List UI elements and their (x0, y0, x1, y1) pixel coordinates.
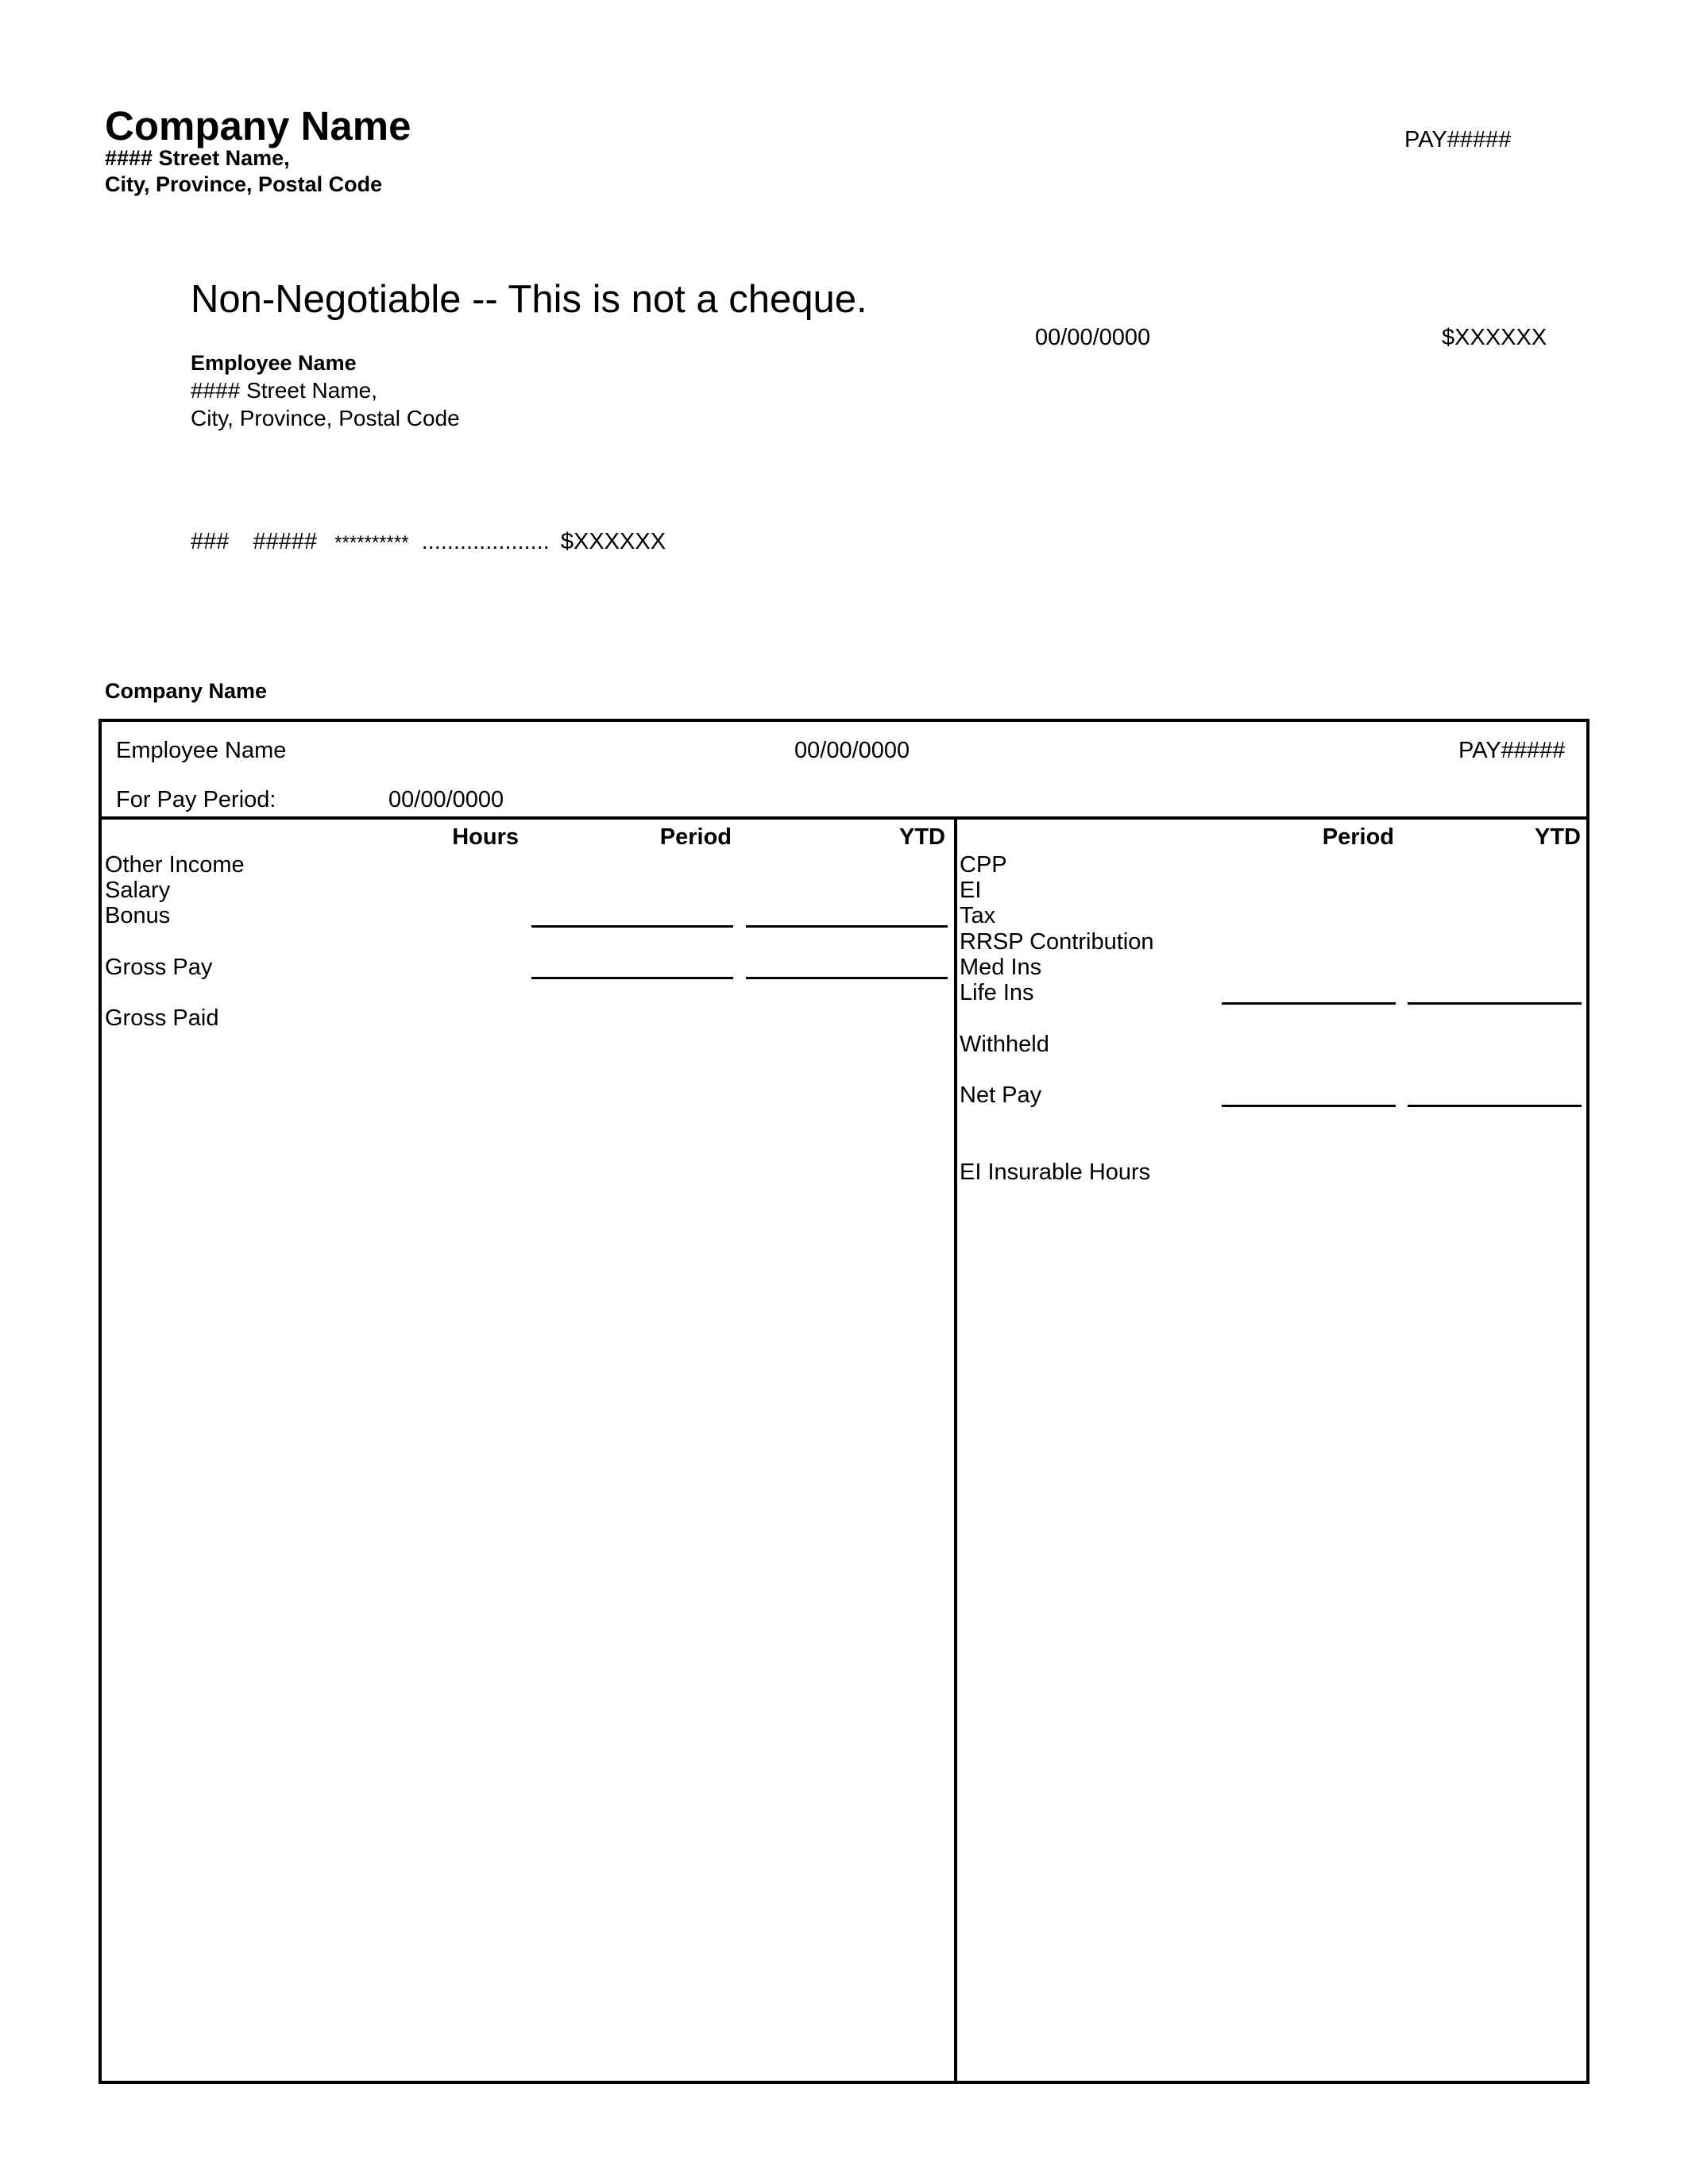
cheque-employee-address-line1: #### Street Name, (191, 378, 378, 403)
earnings-other-income: Other Income (105, 852, 245, 878)
amount-line-part2: ##### (253, 529, 318, 554)
stub-date: 00/00/0000 (794, 738, 910, 763)
cheque-employee-address-line2: City, Province, Postal Code (191, 406, 460, 430)
company-address-line2: City, Province, Postal Code (105, 172, 383, 196)
earnings-period-header: Period (659, 824, 732, 850)
pay-period-label: For Pay Period: (116, 787, 276, 812)
gross-pay-period-line (531, 977, 733, 979)
company-address-line1: #### Street Name, (105, 146, 290, 170)
pay-number: PAY##### (1404, 127, 1512, 152)
pay-period-value: 00/00/0000 (388, 787, 504, 812)
withheld-label: Withheld (960, 1032, 1049, 1057)
earnings-ytd-header: YTD (899, 824, 945, 850)
deduction-rrsp: RRSP Contribution (960, 929, 1154, 955)
amount-line-part1: ### (191, 529, 230, 554)
earnings-salary: Salary (105, 878, 171, 903)
stub-divider-vertical (954, 816, 957, 2084)
amount-line-part3: ********** (334, 532, 409, 554)
non-negotiable-notice: Non-Negotiable -- This is not a cheque. (191, 278, 867, 321)
net-pay-ytd-line (1408, 1105, 1582, 1107)
cheque-date: 00/00/0000 (1035, 325, 1151, 350)
stub-employee-name: Employee Name (116, 738, 287, 763)
earnings-hours-header: Hours (452, 824, 519, 850)
stub-divider-horizontal (98, 816, 1590, 820)
gross-pay-ytd-line (746, 977, 948, 979)
gross-paid-label: Gross Paid (105, 1005, 219, 1031)
earnings-bonus: Bonus (105, 903, 171, 928)
cheque-amount-line (191, 531, 666, 554)
deductions-period-header: Period (1322, 824, 1394, 850)
deduction-tax: Tax (960, 903, 996, 928)
net-pay-label: Net Pay (960, 1082, 1042, 1108)
stub-company-name: Company Name (105, 679, 268, 703)
amount-line-part4: .................... (421, 529, 550, 554)
deductions-period-subtotal-line (1222, 1002, 1396, 1005)
earnings-period-subtotal-line (531, 925, 733, 928)
gross-pay-label: Gross Pay (105, 955, 213, 980)
cheque-employee-name: Employee Name (191, 351, 357, 375)
deduction-ei: EI (960, 878, 982, 903)
ei-insurable-hours-label: EI Insurable Hours (960, 1160, 1151, 1185)
stub-box (98, 719, 1590, 2084)
company-name: Company Name (105, 103, 411, 149)
cheque-amount: $XXXXXX (1442, 325, 1547, 350)
deduction-cpp: CPP (960, 852, 1007, 878)
stub-pay-number: PAY##### (1458, 738, 1566, 763)
earnings-ytd-subtotal-line (746, 925, 948, 928)
deductions-ytd-header: YTD (1535, 824, 1581, 850)
deduction-life-ins: Life Ins (960, 980, 1034, 1005)
amount-line-part5: $XXXXXX (560, 529, 666, 554)
deduction-med-ins: Med Ins (960, 955, 1042, 980)
deductions-ytd-subtotal-line (1408, 1002, 1582, 1005)
net-pay-period-line (1222, 1105, 1396, 1107)
